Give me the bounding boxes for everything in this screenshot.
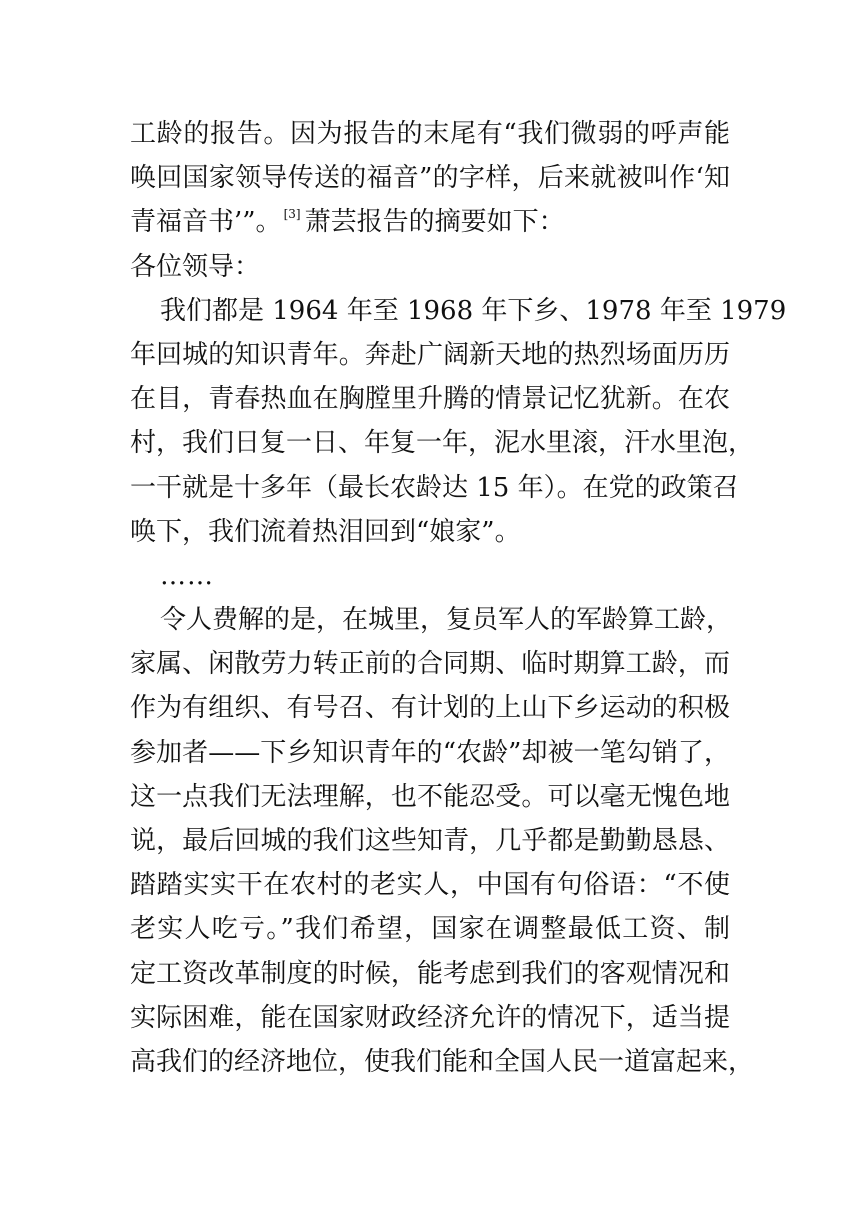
intro-line-3-text: 青福音书’”。	[130, 207, 282, 238]
para2-line: 参加者——下乡知识青年的“农龄”却被一笔勾销了，	[130, 737, 730, 768]
para1-line: 村，我们日复一日、年复一年，泥水里滚，汗水里泡，	[130, 428, 755, 459]
document-page	[130, 112, 787, 1084]
intro-line-1: 工龄的报告。因为报告的末尾有“我们微弱的呼声能	[130, 119, 730, 149]
para2-line: 令人费解的是，在城里，复员军人的军龄算工龄，	[160, 605, 733, 636]
para1-line: 在目，青春热血在胸膛里升腾的情景记忆犹新。在农	[130, 384, 730, 415]
footnote-reference[interactable]: [3]	[283, 207, 301, 222]
ellipsis: ……	[160, 560, 214, 591]
para2-line: 踏踏实实干在农村的老实人，中国有句俗语：“不使	[130, 870, 730, 901]
para2-line: 老实人吃亏。”我们希望，国家在调整最低工资、制	[130, 914, 730, 945]
para1-line: 年回城的知识青年。奔赴广阔新天地的热烈场面历历	[130, 339, 730, 370]
para2-line: 定工资改革制度的时候，能考虑到我们的客观情况和	[130, 958, 730, 989]
intro-line-3-text-tail: 萧芸报告的摘要如下：	[304, 207, 565, 238]
para2-line: 这一点我们无法理解，也不能忍受。可以毫无愧色地	[130, 781, 730, 812]
para2-line: 家属、闲散劳力转正前的合同期、临时期算工龄，而	[130, 649, 730, 680]
para2-line: 实际困难，能在国家财政经济允许的情况下，适当提	[130, 1002, 730, 1033]
intro-line-3	[130, 200, 730, 244]
para2-line: 说，最后回城的我们这些知青，几乎都是勤勤恳恳、	[130, 826, 730, 856]
para1-line: 我们都是 1964 年至 1968 年下乡、1978 年至 1979	[160, 295, 787, 326]
intro-line-2: 唤回国家领导传送的福音”的字样，后来就被叫作‘知	[130, 163, 730, 194]
para2-line: 高我们的经济地位，使我们能和全国人民一道富起来，	[130, 1046, 755, 1077]
para1-line: 一干就是十多年（最长农龄达 15 年）。在党的政策召	[130, 472, 739, 503]
para1-line: 唤下，我们流着热泪回到“娘家”。	[130, 516, 521, 547]
para2-line: 作为有组织、有号召、有计划的上山下乡运动的积极	[130, 693, 730, 724]
salutation: 各位领导：	[130, 251, 261, 282]
